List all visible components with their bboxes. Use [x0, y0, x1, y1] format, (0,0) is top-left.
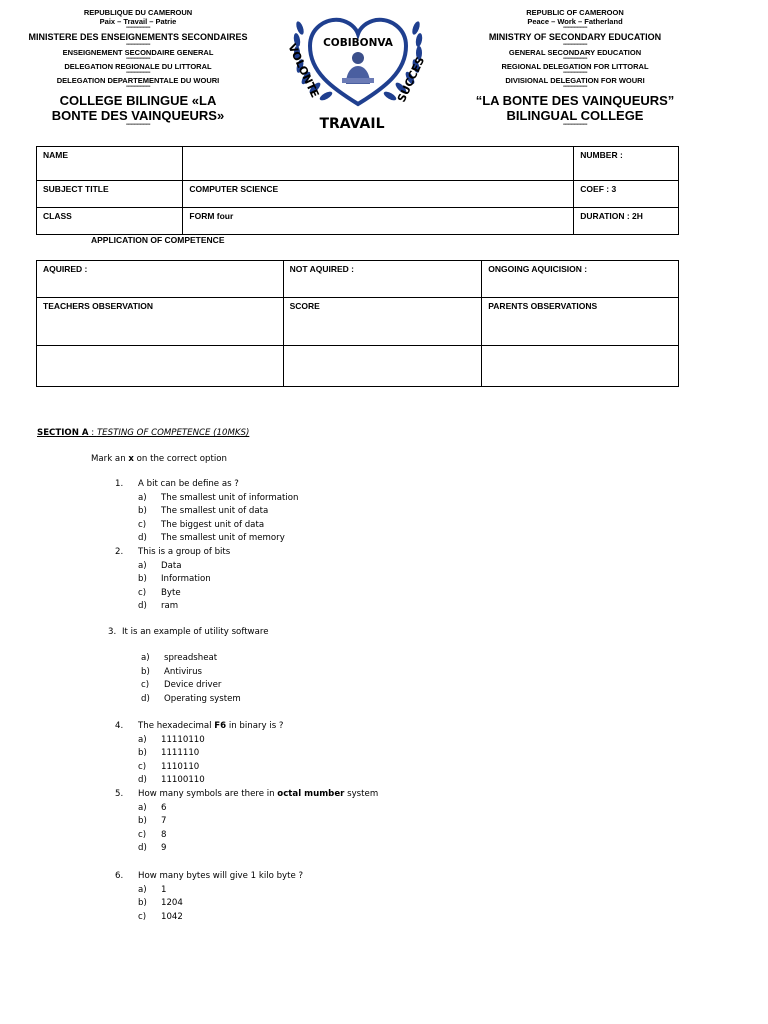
- divider: ----------------: [563, 70, 587, 76]
- parents-observations-label: PARENTS OBSERVATIONS: [482, 298, 679, 346]
- school-logo: [270, 6, 446, 134]
- divider: ----------------: [563, 122, 587, 128]
- option-text: 1110110: [161, 761, 200, 772]
- school-name-fr-2: BONTE DES VAINQUEURS»: [51, 108, 225, 123]
- general-en: GENERAL SECONDARY EDUCATION: [508, 48, 642, 57]
- option-c[interactable]: [0, 762, 768, 776]
- option-letter: a): [138, 734, 147, 745]
- option-c[interactable]: [0, 588, 768, 602]
- option-text: 7: [161, 816, 167, 826]
- regional-en: REGIONAL DELEGATION FOR LITTORAL: [501, 62, 649, 71]
- ongoing-field[interactable]: ONGOING AQUICISION :: [482, 261, 679, 298]
- teachers-observation-label: TEACHERS OBSERVATION: [37, 298, 284, 346]
- option-a[interactable]: [0, 561, 768, 575]
- ministry-fr: MINISTERE DES ENSEIGNEMENTS SECONDAIRES: [28, 32, 248, 42]
- option-text: Antivirus: [164, 666, 203, 677]
- not-aquired-field[interactable]: NOT AQUIRED :: [283, 261, 482, 298]
- option-text: 6: [161, 802, 167, 813]
- question-number: 6.: [115, 871, 124, 881]
- option-text: 8: [161, 829, 167, 840]
- logo-word-right: SUCCES: [394, 54, 428, 105]
- instruction-text: on the correct option: [133, 454, 227, 464]
- duration-label: DURATION : 2H: [574, 208, 679, 235]
- option-a[interactable]: [0, 493, 768, 507]
- option-c[interactable]: [0, 680, 768, 694]
- class-value: FORM four: [183, 208, 574, 235]
- option-a[interactable]: [0, 735, 768, 749]
- option-b[interactable]: [0, 574, 768, 588]
- option-b[interactable]: [0, 506, 768, 520]
- option-letter: d): [138, 843, 147, 853]
- logo-word-bottom: TRAVAIL: [319, 116, 385, 132]
- option-d[interactable]: [0, 843, 768, 857]
- question-3: [0, 627, 768, 707]
- name-field[interactable]: [183, 147, 574, 181]
- option-letter: a): [138, 492, 147, 503]
- header-right-block: [470, 8, 680, 128]
- divider: ----------------: [126, 42, 150, 48]
- country-en: REPUBLIC OF CAMEROON: [526, 8, 624, 17]
- option-letter: b): [138, 748, 147, 758]
- option-c[interactable]: [0, 520, 768, 534]
- logo-name: COBIBONVA: [323, 37, 393, 49]
- question-text: How many bytes will give 1 kilo byte ?: [138, 871, 304, 881]
- option-a[interactable]: [0, 885, 768, 899]
- option-d[interactable]: [0, 694, 768, 708]
- option-text: The smallest unit of memory: [161, 533, 285, 543]
- option-text: The biggest unit of data: [161, 519, 265, 530]
- option-text: Device driver: [164, 680, 222, 690]
- option-letter: b): [138, 898, 147, 908]
- option-d[interactable]: [0, 533, 768, 547]
- motto-en: Peace – Work – Fatherland: [527, 17, 623, 26]
- score-field[interactable]: [283, 346, 482, 387]
- subject-label: SUBJECT TITLE: [37, 181, 183, 208]
- table-row: [37, 298, 679, 346]
- question-number: 1.: [115, 479, 124, 489]
- question-5: [0, 789, 768, 857]
- option-text: 1111110: [161, 748, 200, 758]
- question-number: 3.: [108, 627, 117, 637]
- table-row: [37, 147, 679, 181]
- section-label: SECTION A: [37, 428, 89, 438]
- question-text: [138, 721, 284, 731]
- option-c[interactable]: [0, 830, 768, 844]
- competence-table: [36, 260, 679, 387]
- option-d[interactable]: [0, 775, 768, 789]
- aquired-field[interactable]: AQUIRED :: [37, 261, 284, 298]
- option-text: 1204: [161, 898, 183, 908]
- question-text-bold: octal mumber: [277, 789, 345, 799]
- table-row: [37, 261, 679, 298]
- question-text-part: in binary is ?: [226, 721, 284, 731]
- question-text-bold: F6: [214, 721, 227, 731]
- option-text: ram: [161, 601, 179, 611]
- question-4: [0, 721, 768, 789]
- question-1: [0, 479, 768, 547]
- general-fr: ENSEIGNEMENT SECONDAIRE GENERAL: [62, 48, 214, 57]
- option-b[interactable]: [0, 898, 768, 912]
- option-text: 11110110: [161, 734, 205, 745]
- section-heading: [37, 428, 249, 438]
- question-number: 5.: [115, 789, 124, 799]
- subject-value: COMPUTER SCIENCE: [183, 181, 574, 208]
- ministry-en: MINISTRY OF SECONDARY EDUCATION: [488, 32, 662, 42]
- option-text: The smallest unit of information: [161, 492, 299, 503]
- option-c[interactable]: [0, 912, 768, 926]
- option-letter: c): [138, 587, 147, 598]
- question-6: [0, 871, 768, 925]
- question-number: 4.: [115, 721, 124, 731]
- option-letter: c): [138, 911, 147, 922]
- option-letter: b): [141, 666, 150, 677]
- question-2: [0, 547, 768, 615]
- divisional-fr: DELEGATION DEPARTEMENTALE DU WOURI: [56, 76, 220, 85]
- school-name-en-2: BILINGUAL COLLEGE: [506, 108, 644, 123]
- option-b[interactable]: [0, 816, 768, 830]
- option-text: The smallest unit of data: [161, 506, 269, 516]
- option-text: 9: [161, 843, 167, 853]
- country-fr: REPUBLIQUE DU CAMEROUN: [83, 8, 193, 17]
- instruction-text: Mark an: [91, 454, 129, 464]
- divider: ----------------: [126, 84, 150, 90]
- option-text: 1042: [161, 911, 183, 922]
- option-letter: d): [138, 601, 147, 611]
- logo-word-left: VOLONTE: [285, 41, 322, 100]
- option-text: spreadsheat: [164, 653, 218, 663]
- option-letter: a): [138, 884, 147, 895]
- divider: ----------------: [126, 56, 150, 62]
- question-text: This is a group of bits: [138, 547, 231, 557]
- option-text: 11100110: [161, 775, 205, 785]
- option-letter: d): [141, 693, 150, 704]
- divider: ----------------: [563, 84, 587, 90]
- section-sep: :: [88, 428, 97, 438]
- divider: ----------------: [126, 122, 150, 128]
- option-b[interactable]: [0, 667, 768, 681]
- name-label: NAME: [37, 147, 183, 181]
- option-d[interactable]: [0, 601, 768, 615]
- option-letter: a): [138, 802, 147, 813]
- option-a[interactable]: [0, 653, 768, 667]
- divider: ----------------: [126, 25, 150, 31]
- school-name-fr-1: COLLEGE BILINGUE «LA: [59, 93, 217, 108]
- number-field[interactable]: NUMBER :: [574, 147, 679, 181]
- question-text-part: The hexadecimal: [138, 721, 215, 731]
- option-letter: b): [138, 816, 147, 826]
- table-row: [37, 346, 679, 387]
- question-text: It is an example of utility software: [122, 627, 269, 637]
- divisional-en: DIVISIONAL DELEGATION FOR WOURI: [505, 76, 645, 85]
- question-text-part: system: [344, 789, 379, 799]
- option-text: Byte: [161, 587, 181, 598]
- question-number: 2.: [115, 547, 124, 557]
- option-text: 1: [161, 884, 167, 895]
- section-title: TESTING OF COMPETENCE (10MKS): [96, 428, 250, 438]
- option-letter: a): [138, 560, 147, 571]
- option-text: Operating system: [164, 693, 241, 704]
- option-a[interactable]: [0, 803, 768, 817]
- option-letter: c): [138, 519, 147, 530]
- divider: ----------------: [126, 70, 150, 76]
- coef-label: COEF : 3: [574, 181, 679, 208]
- instruction-mark: x: [128, 454, 134, 464]
- question-text-part: How many symbols are there in: [138, 789, 278, 799]
- divider: ----------------: [563, 56, 587, 62]
- question-text: A bit can be define as ?: [138, 479, 239, 489]
- parents-observations-field[interactable]: [482, 346, 679, 387]
- teachers-observation-field[interactable]: [37, 346, 284, 387]
- option-letter: d): [138, 775, 147, 785]
- motto-fr: Paix – Travail – Patrie: [99, 17, 177, 26]
- header-left-block: [26, 8, 250, 128]
- option-letter: a): [141, 653, 150, 663]
- option-letter: c): [138, 829, 147, 840]
- class-label: CLASS: [37, 208, 183, 235]
- divider: ----------------: [563, 42, 587, 48]
- option-letter: d): [138, 533, 147, 543]
- option-letter: c): [141, 680, 150, 690]
- table-row: [37, 208, 679, 235]
- option-letter: b): [138, 506, 147, 516]
- option-b[interactable]: [0, 748, 768, 762]
- option-text: Information: [161, 574, 211, 584]
- option-letter: c): [138, 761, 147, 772]
- question-text: [138, 789, 378, 799]
- divider: ----------------: [563, 25, 587, 31]
- score-label: SCORE: [283, 298, 482, 346]
- student-figure-icon: [342, 52, 374, 84]
- option-letter: b): [138, 574, 147, 584]
- student-info-table: [36, 146, 679, 235]
- regional-fr: DELEGATION REGIONALE DU LITTORAL: [64, 62, 212, 71]
- instruction: [91, 454, 227, 464]
- competence-title: APPLICATION OF COMPETENCE: [91, 235, 225, 245]
- table-row: [37, 181, 679, 208]
- option-text: Data: [161, 560, 182, 571]
- school-name-en-1: “LA BONTE DES VAINQUEURS”: [475, 93, 675, 108]
